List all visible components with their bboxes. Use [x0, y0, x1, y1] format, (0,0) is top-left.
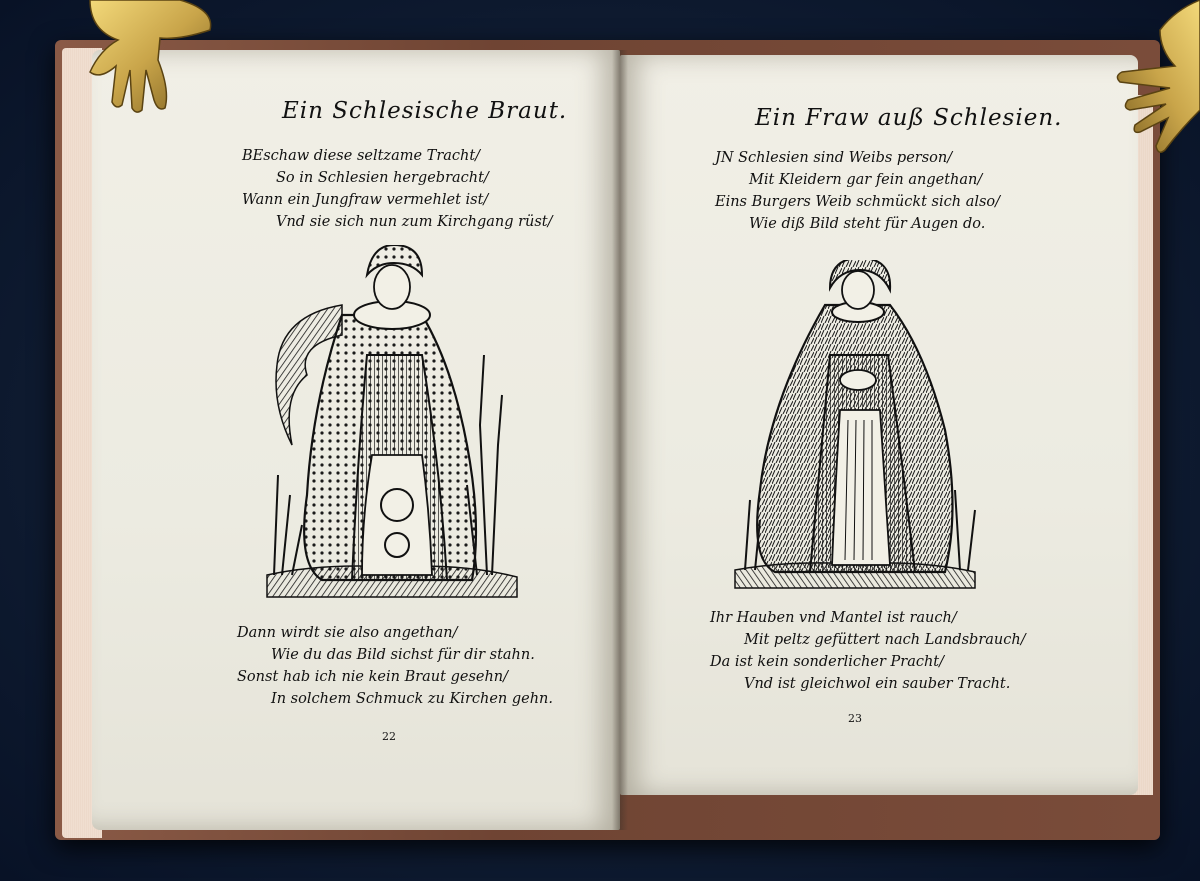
verse-line: Da ist kein sonderlicher Pracht/: [710, 654, 945, 670]
verse-line: JN Schlesien sind Weibs person/: [715, 150, 953, 166]
left-page: [92, 50, 620, 830]
verse-line: Mit Kleidern gar fein angethan/: [749, 172, 983, 188]
left-page-number: 22: [382, 730, 396, 743]
brass-hand-bookweight-right-icon: [1080, 0, 1200, 160]
verse-line: Wann ein Jungfraw vermehlet ist/: [242, 192, 489, 208]
verse-line: Vnd ist gleichwol ein sauber Tracht.: [744, 676, 1011, 692]
verse-line: BEschaw diese seltzame Tracht/: [242, 148, 481, 164]
right-page-title: Ein Fraw auß Schlesien.: [755, 105, 1063, 131]
verse-line: So in Schlesien hergebracht/: [276, 170, 489, 186]
verse-line: Mit peltz gefüttert nach Landsbrauch/: [744, 632, 1026, 648]
woodcut-woman-figure-icon: [730, 260, 980, 595]
verse-line: Wie diß Bild steht für Augen do.: [749, 216, 986, 232]
verse-line: Sonst hab ich nie kein Braut gesehn/: [237, 669, 509, 685]
book-gutter: [612, 50, 628, 830]
right-verse-top: [715, 147, 1000, 235]
verse-line: Vnd sie sich nun zum Kirchgang rüst/: [276, 214, 553, 230]
right-verse-bottom: [710, 607, 1026, 695]
verse-line: Wie du das Bild sichst für dir stahn.: [271, 647, 535, 663]
left-page-title: Ein Schlesische Braut.: [282, 98, 568, 124]
left-verse-top: [242, 145, 553, 233]
verse-line: In solchem Schmuck zu Kirchen gehn.: [271, 691, 554, 707]
woodcut-bride-figure-icon: [262, 245, 522, 605]
left-verse-bottom: [237, 622, 553, 710]
verse-line: Eins Burgers Weib schmückt sich also/: [715, 194, 1001, 210]
right-page-number: 23: [848, 712, 862, 725]
verse-line: Dann wirdt sie also angethan/: [237, 625, 458, 641]
right-page: [620, 55, 1138, 795]
brass-hand-bookweight-left-icon: [30, 0, 220, 115]
verse-line: Ihr Hauben vnd Mantel ist rauch/: [710, 610, 957, 626]
